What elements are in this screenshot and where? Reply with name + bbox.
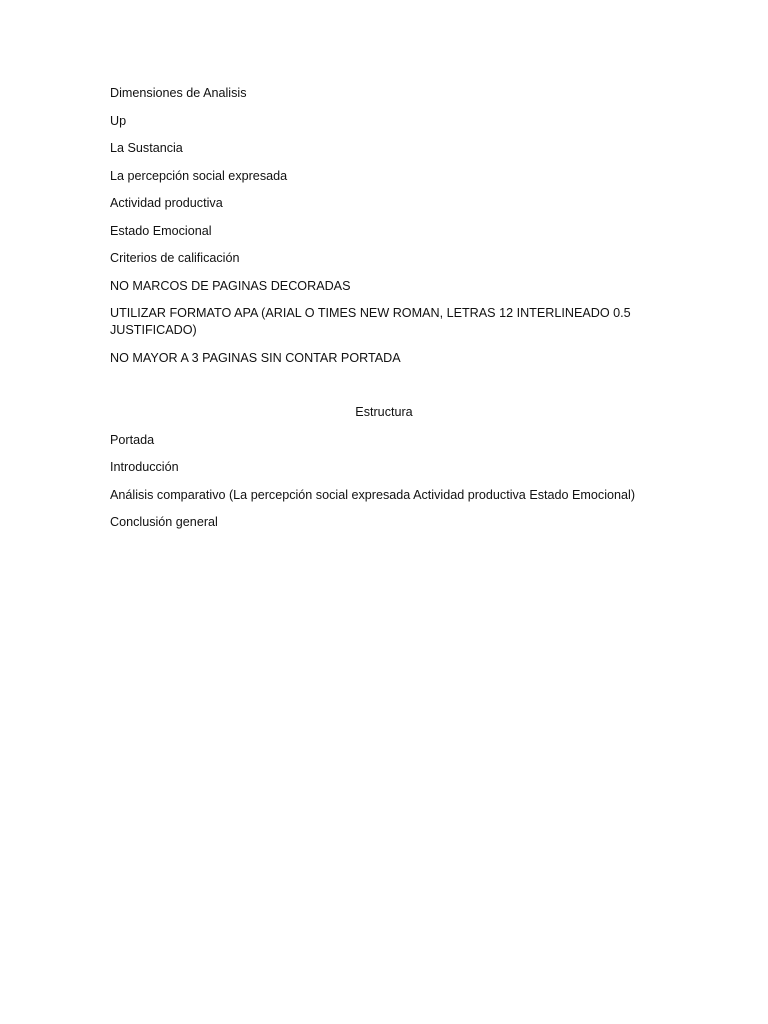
paragraph-portada: Portada [110,432,155,447]
paragraph-conclusion: Conclusión general [110,515,218,529]
blank-line [110,377,658,404]
paragraph-criterios: Criterios de calificación [110,251,240,265]
paragraph-analisis-comparativo: Análisis comparativo (La percepción social expresada Actividad productiva Estado Emocional) [110,487,636,502]
paragraph-no-marcos: NO MARCOS DE PAGINAS DECORADAS [110,278,351,293]
paragraph-actividad: Actividad productiva [110,196,223,210]
section-heading-estructura: Estructura [355,405,413,419]
paragraph-dimensiones: Dimensiones de Analisis [110,86,247,100]
paragraph-up: Up [110,113,127,128]
paragraph-formato-apa: UTILIZAR FORMATO APA (ARIAL O TIMES NEW ROMAN, LETRAS 12 INTERLINEADO 0.5 JUSTIFICADO) [110,306,631,337]
paragraph-introduccion: Introducción [110,460,179,474]
document-body [110,85,658,542]
paragraph-sustancia: La Sustancia [110,141,183,155]
paragraph-estado: Estado Emocional [110,223,212,238]
paragraph-percepcion: La percepción social expresada [110,168,288,183]
paragraph-no-mayor: NO MAYOR A 3 PAGINAS SIN CONTAR PORTADA [110,350,401,365]
